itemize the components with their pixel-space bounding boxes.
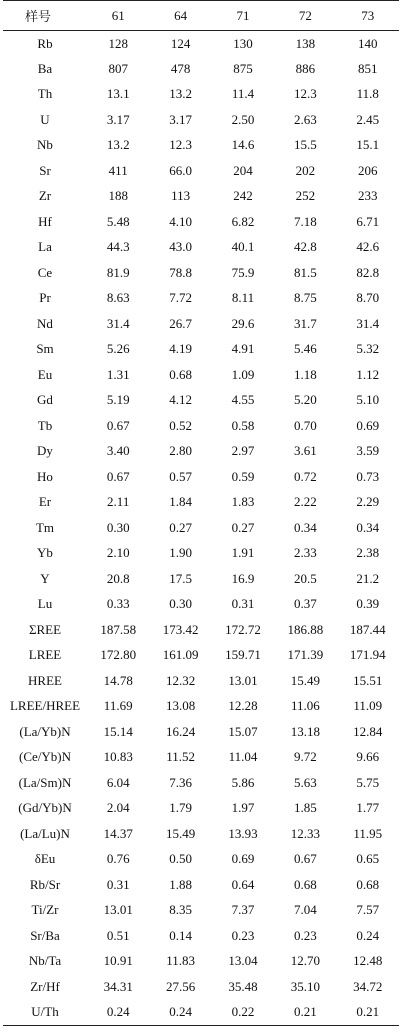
row-value: 0.34	[293, 519, 317, 535]
row-value: 11.09	[353, 698, 383, 714]
row-value: 12.28	[228, 698, 258, 714]
row-value: 2.38	[356, 545, 380, 561]
row-value: 0.37	[293, 596, 317, 612]
table-row	[3, 311, 399, 337]
row-value: 0.72	[293, 468, 317, 484]
row-parameter: Eu	[37, 366, 53, 382]
table-row	[3, 464, 399, 490]
row-parameter: Nb/Ta	[28, 953, 62, 969]
row-value: 20.5	[293, 570, 317, 586]
row-value: 0.58	[231, 417, 255, 433]
row-value: 0.14	[169, 927, 192, 943]
table-row	[3, 82, 399, 108]
row-value: 11.69	[103, 698, 133, 714]
row-value: 15.1	[356, 137, 380, 153]
row-value: 13.04	[228, 953, 258, 969]
row-value: 4.12	[169, 392, 192, 408]
row-value: 0.51	[106, 927, 130, 943]
row-value: 2.22	[293, 494, 317, 510]
row-value: 29.6	[231, 315, 255, 331]
row-value: 42.8	[293, 239, 317, 255]
row-value: 42.6	[356, 239, 380, 255]
row-value: 27.56	[165, 978, 196, 994]
row-value: 2.33	[293, 545, 317, 561]
row-value: 411	[108, 162, 128, 178]
row-value: 4.55	[231, 392, 255, 408]
row-value: 2.63	[293, 111, 317, 127]
row-value: 3.59	[356, 443, 380, 459]
row-value: 82.8	[356, 264, 380, 280]
row-parameter: Ce	[37, 264, 53, 280]
row-value: 3.61	[293, 443, 317, 459]
row-value: 12.3	[169, 137, 192, 153]
row-parameter: Rb	[37, 35, 53, 51]
row-value: 1.85	[293, 800, 317, 816]
row-value: 0.21	[337, 1000, 399, 1026]
row-parameter: LREE	[28, 647, 62, 663]
row-value: 66.0	[169, 162, 192, 178]
row-value: 5.26	[106, 341, 130, 357]
row-value: 12.70	[290, 953, 320, 969]
table-row	[3, 745, 399, 771]
table-row	[3, 949, 399, 975]
row-value: 4.19	[169, 341, 192, 357]
row-value: 478	[170, 60, 191, 76]
row-value: 0.31	[106, 876, 130, 892]
row-value: 10.83	[103, 749, 133, 765]
row-parameter: Rb/Sr	[29, 876, 61, 892]
table-row	[3, 158, 399, 184]
row-value: 13.01	[228, 672, 258, 688]
row-value: 13.18	[290, 723, 320, 739]
table-row	[3, 260, 399, 286]
row-value: 11.83	[166, 953, 195, 969]
row-value: 0.67	[293, 851, 317, 867]
table-row	[3, 286, 399, 312]
header-row	[3, 1, 399, 31]
row-value: 1.77	[356, 800, 380, 816]
row-value: 20.8	[106, 570, 130, 586]
table-row	[3, 923, 399, 949]
table-row	[3, 490, 399, 516]
row-value: 807	[108, 60, 128, 76]
row-value: 13.01	[103, 902, 133, 918]
row-value: 0.33	[106, 596, 130, 612]
row-value: 5.48	[106, 213, 130, 229]
row-value: 7.37	[231, 902, 255, 918]
row-value: 11.8	[356, 86, 379, 102]
row-value: 7.18	[293, 213, 317, 229]
row-value: 0.59	[231, 468, 255, 484]
row-value: 138	[295, 35, 316, 51]
row-parameter: (La/Sm)N	[18, 774, 72, 790]
row-value: 35.10	[290, 978, 320, 994]
row-value: 3.17	[169, 111, 192, 127]
row-parameter: Ba	[37, 60, 53, 76]
row-parameter: Zr/Hf	[30, 978, 60, 994]
row-value: 159.71	[225, 647, 261, 663]
row-parameter: Y	[40, 570, 50, 586]
table-row	[3, 413, 399, 439]
row-value: 15.07	[228, 723, 258, 739]
row-value: 204	[233, 162, 253, 178]
table-row	[3, 31, 399, 57]
row-parameter: LREE/HREE	[9, 698, 81, 714]
row-value: 7.57	[356, 902, 380, 918]
row-value: 3.40	[106, 443, 130, 459]
row-value: 4.91	[231, 341, 255, 357]
row-value: 1.97	[231, 800, 255, 816]
row-parameter: Zr	[38, 188, 52, 204]
row-parameter: Gd	[37, 392, 53, 408]
row-value: 2.29	[356, 494, 380, 510]
row-value: 0.67	[106, 417, 130, 433]
row-value: 14.6	[231, 137, 255, 153]
row-value: 5.63	[293, 774, 317, 790]
row-value: 5.32	[356, 341, 380, 357]
row-value: 0.24	[356, 927, 380, 943]
table-body	[3, 31, 399, 1026]
table-row	[3, 362, 399, 388]
row-parameter: Ho	[37, 468, 53, 484]
row-value: 5.86	[231, 774, 255, 790]
row-parameter: U/Th	[3, 1000, 87, 1026]
row-value: 12.32	[165, 672, 196, 688]
table-row	[3, 821, 399, 847]
table-row	[3, 898, 399, 924]
row-value: 171.94	[349, 647, 386, 663]
row-value: 5.46	[293, 341, 317, 357]
row-value: 886	[295, 60, 316, 76]
table-row	[3, 847, 399, 873]
table-row	[3, 235, 399, 261]
row-value: 1.09	[231, 366, 255, 382]
row-value: 0.24	[149, 1000, 211, 1026]
table-row	[3, 974, 399, 1000]
row-parameter: Er	[38, 494, 52, 510]
row-value: 14.78	[103, 672, 133, 688]
row-value: 1.12	[356, 366, 380, 382]
row-value: 0.68	[169, 366, 192, 382]
row-parameter: Yb	[37, 545, 53, 561]
row-value: 13.1	[106, 86, 130, 102]
row-value: 0.30	[106, 519, 130, 535]
table-row	[3, 388, 399, 414]
row-value: 242	[233, 188, 253, 204]
row-value: 0.31	[231, 596, 255, 612]
row-value: 12.33	[290, 825, 320, 841]
row-parameter: Tm	[35, 519, 55, 535]
row-value: 0.69	[356, 417, 380, 433]
row-value: 15.49	[290, 672, 320, 688]
row-value: 31.7	[293, 315, 317, 331]
row-value: 2.11	[107, 494, 130, 510]
row-value: 206	[358, 162, 378, 178]
row-value: 31.4	[356, 315, 380, 331]
row-value: 17.5	[169, 570, 192, 586]
row-value: 0.64	[231, 876, 255, 892]
row-value: 11.06	[290, 698, 320, 714]
row-value: 0.57	[169, 468, 192, 484]
row-value: 161.09	[162, 647, 199, 663]
row-value: 1.91	[231, 545, 255, 561]
row-value: 8.70	[356, 290, 380, 306]
row-value: 0.34	[356, 519, 380, 535]
row-value: 13.93	[228, 825, 258, 841]
row-value: 9.66	[356, 749, 380, 765]
row-value: 15.14	[103, 723, 133, 739]
table-row	[3, 668, 399, 694]
row-value: 130	[233, 35, 253, 51]
row-value: 2.50	[231, 111, 255, 127]
row-value: 11.04	[228, 749, 258, 765]
row-parameter: (Ce/Yb)N	[19, 749, 71, 765]
row-value: 851	[358, 60, 378, 76]
row-value: 8.63	[106, 290, 130, 306]
row-value: 0.27	[169, 519, 192, 535]
row-value: 0.67	[106, 468, 130, 484]
row-value: 10.91	[103, 953, 133, 969]
row-value: 124	[170, 35, 191, 51]
table-row	[3, 617, 399, 643]
row-value: 44.3	[106, 239, 130, 255]
row-value: 188	[108, 188, 128, 204]
row-value: 31.4	[106, 315, 130, 331]
row-value: 0.22	[212, 1000, 274, 1026]
table-row	[3, 439, 399, 465]
row-value: 1.90	[169, 545, 192, 561]
row-value: 6.71	[356, 213, 380, 229]
row-value: 0.24	[87, 1000, 149, 1026]
row-value: 1.88	[169, 876, 192, 892]
row-value: 5.10	[356, 392, 380, 408]
row-value: 0.76	[106, 851, 130, 867]
table-row	[3, 719, 399, 745]
table-row	[3, 184, 399, 210]
row-value: 78.8	[169, 264, 192, 280]
geochem-table	[3, 0, 399, 1026]
row-value: 1.83	[231, 494, 255, 510]
row-value: 5.19	[106, 392, 130, 408]
table-row	[3, 1000, 399, 1026]
row-value: 8.75	[293, 290, 317, 306]
row-parameter: Nb	[37, 137, 53, 153]
row-value: 1.18	[293, 366, 317, 382]
row-value: 187.58	[100, 621, 137, 637]
row-value: 0.50	[169, 851, 192, 867]
row-parameter: Pr	[39, 290, 51, 306]
row-value: 15.5	[293, 137, 317, 153]
row-value: 12.48	[353, 953, 383, 969]
row-parameter: (Gd/Yb)N	[18, 800, 72, 816]
header-sample-label: 样号	[3, 1, 87, 31]
row-parameter: Th	[37, 86, 53, 102]
row-value: 202	[295, 162, 316, 178]
header-sample-71: 71	[212, 1, 274, 31]
row-value: 0.70	[293, 417, 317, 433]
row-value: 0.27	[231, 519, 255, 535]
table-row	[3, 133, 399, 159]
row-value: 0.73	[356, 468, 380, 484]
table-row	[3, 515, 399, 541]
row-value: 7.36	[169, 774, 192, 790]
row-value: 0.65	[356, 851, 380, 867]
row-value: 8.11	[231, 290, 255, 306]
table-row	[3, 694, 399, 720]
table-row	[3, 107, 399, 133]
row-value: 5.75	[356, 774, 380, 790]
row-value: 2.80	[169, 443, 192, 459]
row-value: 233	[358, 188, 378, 204]
row-parameter: Nd	[37, 315, 53, 331]
row-value: 172.72	[225, 621, 261, 637]
row-value: 171.39	[287, 647, 324, 663]
row-value: 4.10	[169, 213, 192, 229]
row-value: 13.2	[169, 86, 192, 102]
row-value: 1.84	[169, 494, 192, 510]
row-value: 2.04	[106, 800, 130, 816]
row-value: 0.23	[293, 927, 317, 943]
table-row	[3, 592, 399, 618]
table-row	[3, 56, 399, 82]
row-parameter: (La/Lu)N	[20, 825, 70, 841]
row-value: 26.7	[169, 315, 192, 331]
row-value: 6.04	[106, 774, 130, 790]
row-value: 75.9	[231, 264, 255, 280]
row-value: 0.30	[169, 596, 192, 612]
row-value: 14.37	[103, 825, 133, 841]
row-parameter: Sm	[36, 341, 54, 357]
row-value: 81.9	[106, 264, 130, 280]
row-parameter: Hf	[38, 213, 52, 229]
row-value: 13.2	[106, 137, 130, 153]
row-value: 9.72	[293, 749, 317, 765]
table-row	[3, 337, 399, 363]
row-value: 172.80	[100, 647, 137, 663]
row-value: 5.20	[293, 392, 317, 408]
row-value: 2.45	[356, 111, 380, 127]
row-value: 0.39	[356, 596, 380, 612]
table-row	[3, 643, 399, 669]
row-parameter: δEu	[34, 851, 56, 867]
row-value: 0.21	[274, 1000, 336, 1026]
row-parameter: La	[38, 239, 52, 255]
row-parameter: Lu	[37, 596, 53, 612]
row-value: 13.08	[165, 698, 196, 714]
row-value: 34.72	[353, 978, 383, 994]
row-value: 15.51	[353, 672, 383, 688]
row-value: 8.35	[169, 902, 192, 918]
row-parameter: U	[40, 111, 50, 127]
table-row	[3, 541, 399, 567]
header-sample-61: 61	[87, 1, 149, 31]
row-parameter: Sr/Ba	[30, 927, 60, 943]
row-parameter: Ti/Zr	[31, 902, 59, 918]
row-value: 186.88	[287, 621, 324, 637]
header-sample-73: 73	[337, 1, 399, 31]
row-value: 21.2	[356, 570, 380, 586]
row-value: 34.31	[103, 978, 133, 994]
row-value: 7.72	[169, 290, 192, 306]
row-value: 0.52	[169, 417, 192, 433]
table-row	[3, 209, 399, 235]
header-sample-64: 64	[149, 1, 211, 31]
row-parameter: Tb	[37, 417, 53, 433]
row-value: 0.69	[231, 851, 255, 867]
row-value: 6.82	[231, 213, 255, 229]
row-value: 113	[171, 188, 191, 204]
row-value: 43.0	[169, 239, 192, 255]
row-value: 12.84	[353, 723, 383, 739]
row-value: 81.5	[293, 264, 317, 280]
row-value: 0.68	[356, 876, 380, 892]
row-parameter: HREE	[28, 672, 62, 688]
row-value: 187.44	[349, 621, 386, 637]
row-value: 1.31	[106, 366, 130, 382]
table-row	[3, 566, 399, 592]
row-value: 0.68	[293, 876, 317, 892]
row-value: 12.3	[293, 86, 317, 102]
row-value: 7.04	[293, 902, 317, 918]
row-parameter: Dy	[37, 443, 53, 459]
row-value: 2.10	[106, 545, 130, 561]
row-value: 1.79	[169, 800, 192, 816]
table-row	[3, 872, 399, 898]
table-header	[3, 1, 399, 31]
table-row	[3, 770, 399, 796]
row-value: 11.4	[231, 86, 255, 102]
row-value: 15.49	[165, 825, 196, 841]
row-value: 173.42	[162, 621, 199, 637]
row-parameter: Sr	[39, 162, 51, 178]
row-value: 0.23	[231, 927, 255, 943]
row-value: 140	[358, 35, 378, 51]
row-value: 3.17	[106, 111, 130, 127]
row-value: 16.9	[231, 570, 255, 586]
row-value: 11.52	[166, 749, 195, 765]
row-value: 11.95	[353, 825, 383, 841]
row-value: 875	[233, 60, 253, 76]
row-value: 128	[108, 35, 128, 51]
table-row	[3, 796, 399, 822]
row-parameter: ΣREE	[28, 621, 62, 637]
header-sample-72: 72	[274, 1, 336, 31]
row-value: 252	[295, 188, 316, 204]
row-parameter: (La/Yb)N	[19, 723, 71, 739]
row-value: 35.48	[228, 978, 258, 994]
row-value: 40.1	[231, 239, 255, 255]
row-value: 16.24	[165, 723, 196, 739]
row-value: 2.97	[231, 443, 255, 459]
